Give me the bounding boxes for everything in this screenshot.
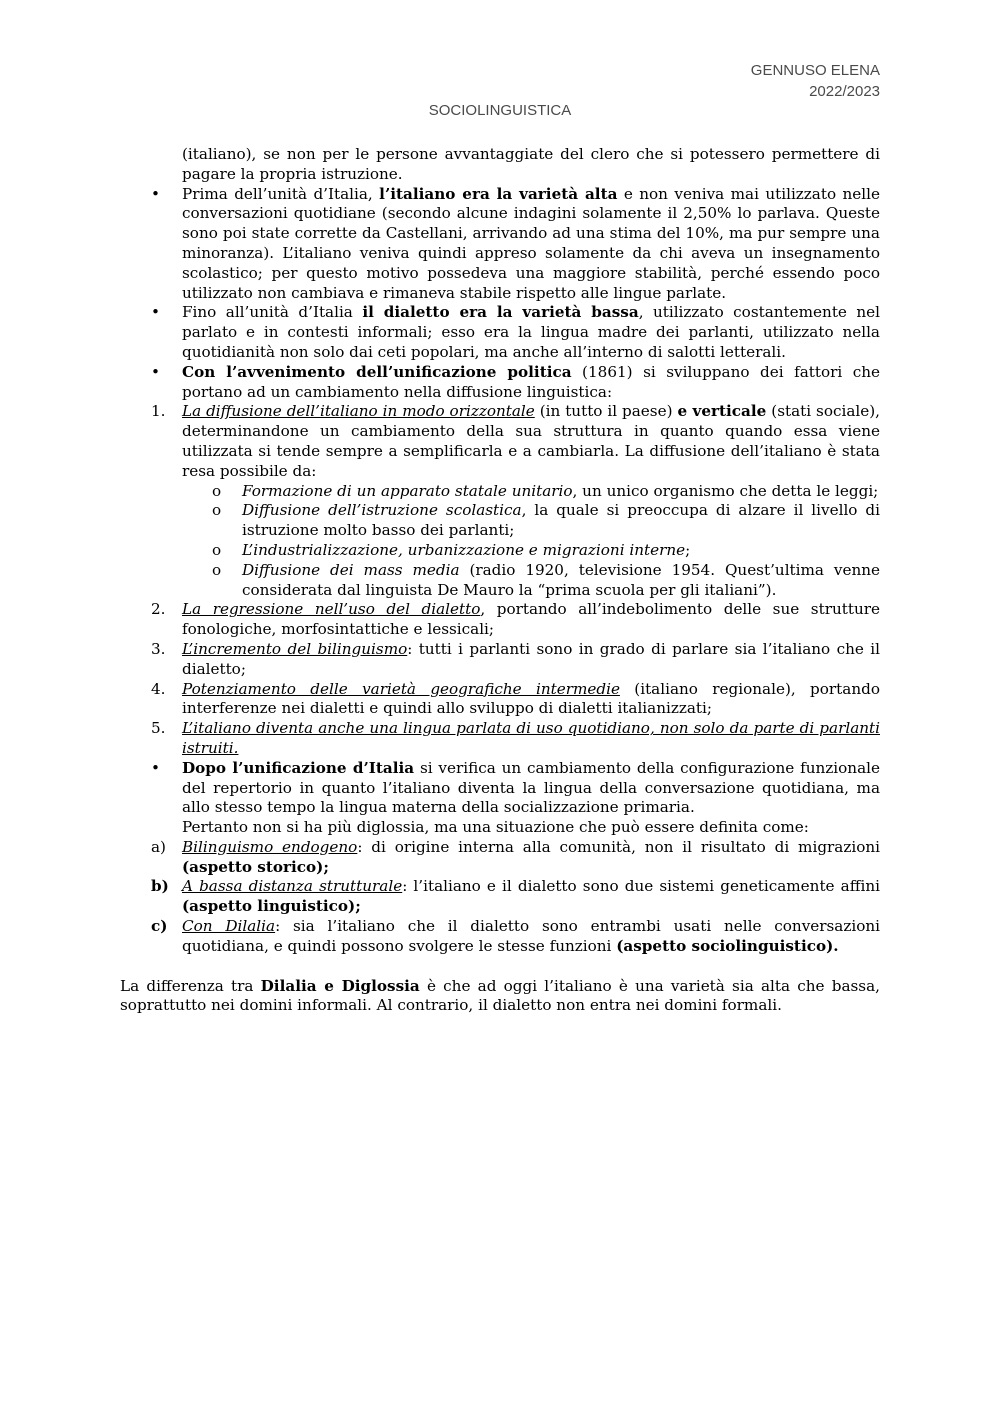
bullet-item	[120, 363, 880, 403]
sub-list-item	[120, 561, 880, 601]
conclusion-paragraph: La differenza tra Dilalia e Diglossia è che ad oggi l’italiano è una varietà sia alta che bassa, soprattutto nei domini informali. Al contrario, il dialetto non entra nei domini formali.	[120, 976, 880, 1015]
bullet-item	[120, 185, 880, 304]
circle-marker: o	[212, 481, 222, 500]
numbered-text: La regressione nell’uso del dialetto, portando all’indebolimento delle sue strutture fonologiche, morfosintattiche e lessicali;	[182, 600, 880, 639]
bullet-marker: •	[151, 362, 160, 381]
lettered-item	[120, 877, 880, 917]
document-body	[120, 145, 880, 1016]
numbered-text: La diffusione dell’italiano in modo orizzontale (in tutto il paese) e verticale (stati sociale), determinandone un cambiamento della sua struttura in quanto quando essa viene utilizzata si tende sempre a semplificarla e a cambiarla. La diffusione dell’italiano è stata resa possibile da:	[182, 402, 881, 480]
lettered-item	[120, 917, 880, 957]
letter-marker: a)	[151, 837, 166, 856]
number-marker: 4.	[151, 679, 166, 698]
bullet-marker: •	[151, 184, 160, 203]
bullet-marker: •	[151, 758, 160, 777]
numbered-item	[120, 719, 880, 759]
academic-year: 2022/2023	[809, 83, 880, 100]
author-name: GENNUSO ELENA	[750, 62, 880, 79]
numbered-item	[120, 402, 880, 481]
sub-list-text: Formazione di un apparato statale unitario, un unico organismo che detta le leggi;	[242, 481, 879, 500]
bullet-item	[120, 759, 880, 838]
lettered-item	[120, 838, 880, 878]
bullet-text: Fino all’unità d’Italia il dialetto era la varietà bassa, utilizzato costantemente nel parlato e in contesti informali; esso era la lingua madre dei parlanti, utilizzato nella quotidianità non solo dai ceti popolari, ma anche all’interno di salotti letterali.	[182, 303, 880, 361]
number-marker: 5.	[151, 719, 166, 738]
letter-marker: c)	[151, 917, 168, 936]
letter-marker: b)	[151, 877, 169, 896]
numbered-item	[120, 680, 880, 720]
bullet-item	[120, 303, 880, 362]
numbered-item	[120, 640, 880, 680]
continuation-paragraph	[120, 145, 880, 185]
sub-list-item	[120, 482, 880, 502]
bullet-text: Dopo l’unificazione d’Italia si verifica un cambiamento della configurazione funzionale del repertorio in quanto l’italiano diventa la lingua della conversazione quotidiana, ma allo stesso tempo la lingua materna della socializzazione primaria. Pertanto non si ha più diglossia, ma una situazione che può essere definita come:	[182, 758, 880, 837]
circle-marker: o	[212, 501, 222, 520]
circle-marker: o	[212, 540, 222, 559]
sub-list-item	[120, 501, 880, 541]
numbered-text: Potenziamento delle varietà geografiche intermedie (italiano regionale), portando interferenze nei dialetti e quindi allo sviluppo di dialetti italianizzati;	[182, 679, 880, 718]
number-marker: 2.	[151, 600, 166, 619]
number-marker: 3.	[151, 639, 166, 658]
lettered-text: A bassa distanza strutturale: l’italiano e il dialetto sono due sistemi geneticamente affini (aspetto linguistico);	[182, 877, 880, 916]
continuation-text: (italiano), se non per le persone avvantaggiate del clero che si potessero permettere di pagare la propria istruzione.	[182, 145, 880, 183]
numbered-text: L’incremento del bilinguismo: tutti i parlanti sono in grado di parlare sia l’italiano che il dialetto;	[182, 639, 880, 678]
lettered-text: Bilinguismo endogeno: di origine interna alla comunità, non il risultato di migrazioni (aspetto storico);	[182, 837, 880, 876]
page-header-right	[751, 60, 880, 102]
number-marker: 1.	[151, 402, 166, 421]
sub-list-text: Diffusione dell’istruzione scolastica, la quale si preoccupa di alzare il livello di istruzione molto basso dei parlanti;	[242, 501, 880, 540]
bullet-text: Con l’avvenimento dell’unificazione politica (1861) si sviluppano dei fattori che portano ad un cambiamento nella diffusione linguistica:	[182, 362, 880, 401]
sub-list-item	[120, 541, 880, 561]
bullet-marker: •	[151, 303, 160, 322]
numbered-item	[120, 600, 880, 640]
numbered-text: L’italiano diventa anche una lingua parlata di uso quotidiano, non solo da parte di parlanti istruiti.	[182, 719, 880, 757]
sub-list-text: Diffusione dei mass media (radio 1920, televisione 1954. Quest’ultima venne considerata dal linguista De Mauro la “prima scuola per gli italiani”).	[242, 560, 880, 599]
document-subject: SOCIOLINGUISTICA	[428, 102, 572, 119]
lettered-text: Con Dilalia: sia l’italiano che il dialetto sono entrambi usati nelle conversazioni quotidiana, e quindi possono svolgere le stesse funzioni (aspetto sociolinguistico).	[182, 917, 881, 955]
bullet-text: Prima dell’unità d’Italia, l’italiano era la varietà alta e non veniva mai utilizzato nelle conversazioni quotidiane (secondo alcune indagini solamente il 2,50% lo parlava. Queste sono poi state corrette da Castellani, arrivando ad una stima del 10%, ma pur sempre una minoranza). L’italiano veniva quindi appreso solamente da chi aveva un insegnamento scolastico; per questo motivo possedeva una maggiore stabilità, perché essendo poco utilizzato non cambiava e rimaneva stabile rispetto alle lingue parlate.	[182, 184, 880, 302]
circle-marker: o	[212, 560, 222, 579]
sub-list-text: L’industrializzazione, urbanizzazione e migrazioni interne;	[242, 540, 691, 559]
